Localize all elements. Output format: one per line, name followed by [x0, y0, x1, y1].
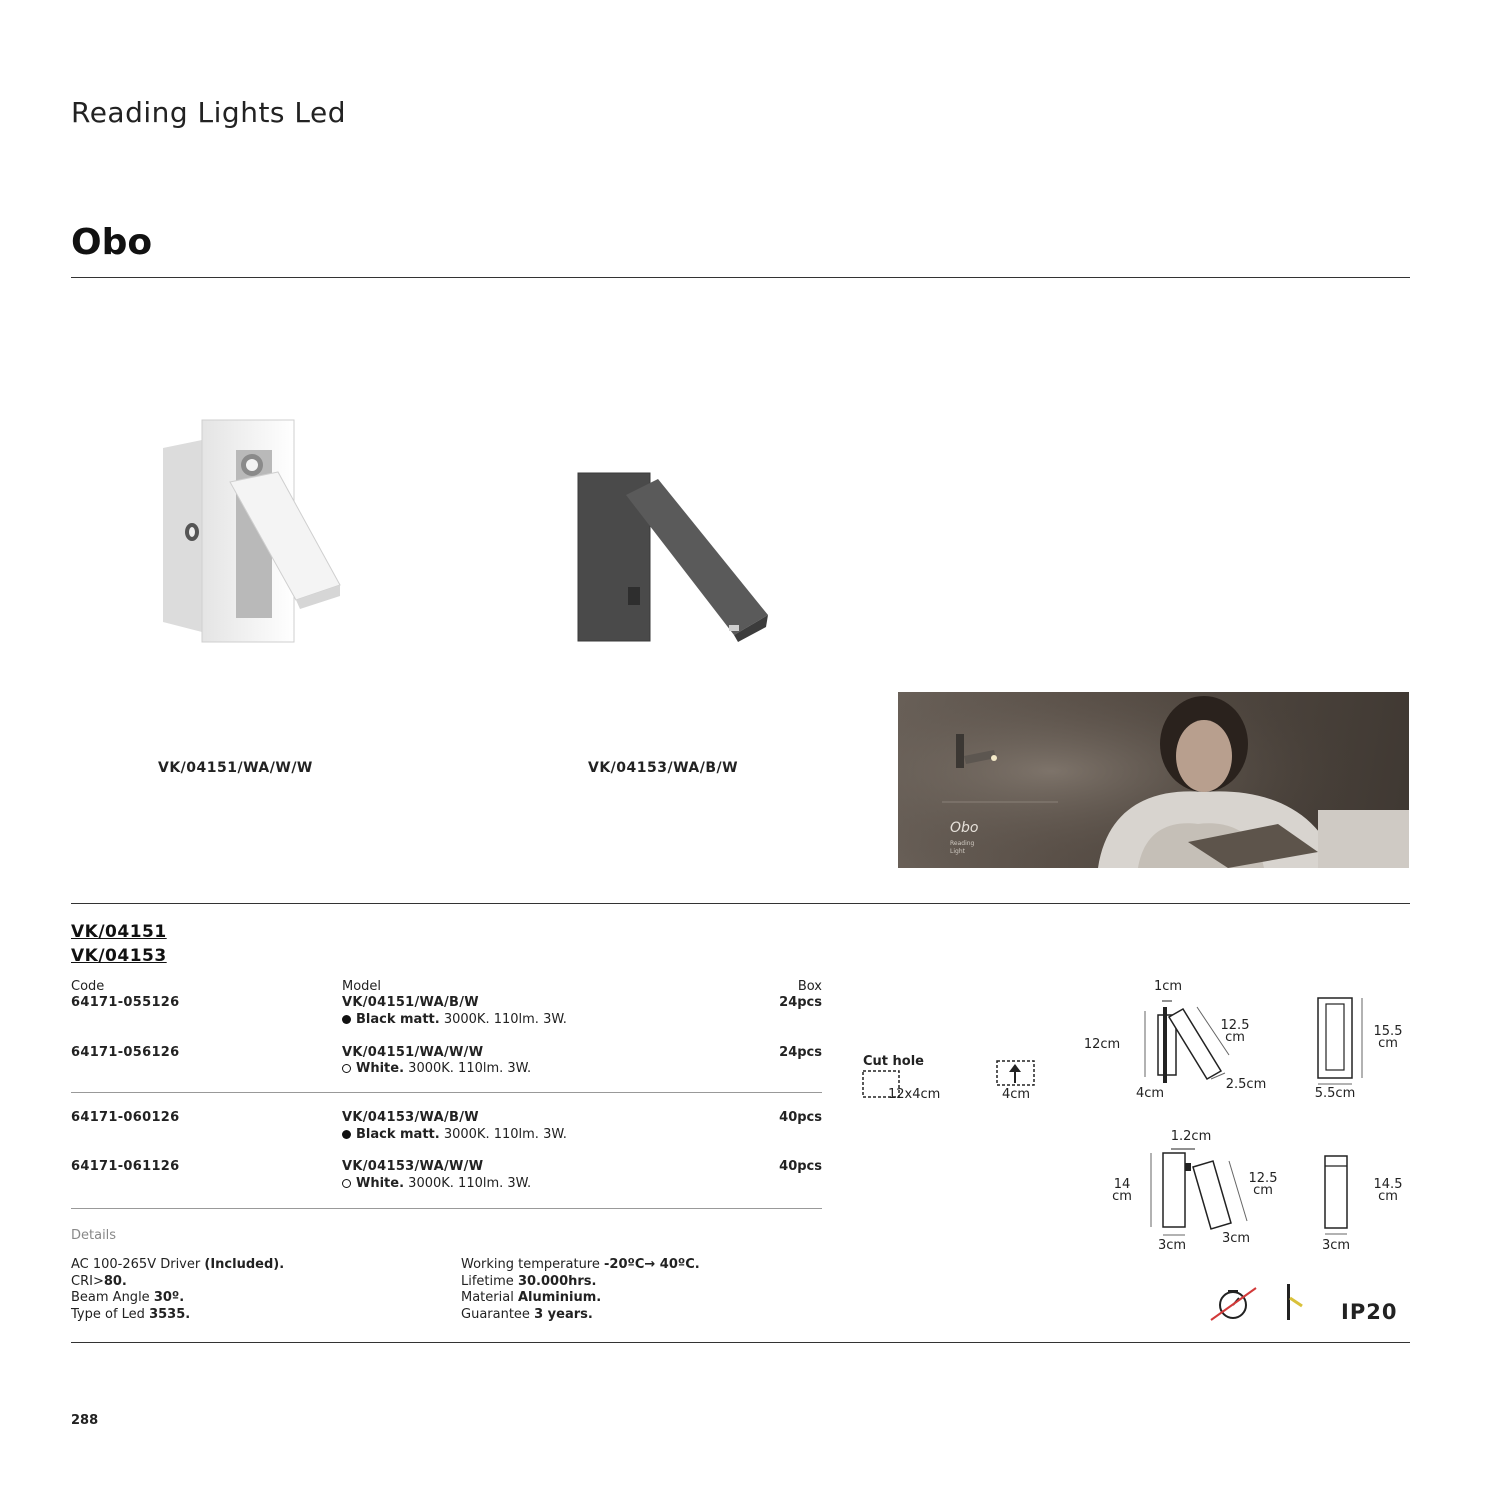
- top-height-dim: 12cm: [1083, 1037, 1121, 1052]
- top-arm-width-dim: 2.5cm: [1225, 1077, 1267, 1092]
- table-row-model: VK/04151/WA/B/W: [342, 995, 479, 1010]
- black-dot-icon: [342, 1130, 351, 1139]
- table-row-box: 24pcs: [779, 995, 822, 1010]
- header-code: Code: [71, 979, 105, 994]
- footer-divider: [71, 1342, 1410, 1343]
- table-row-box: 40pcs: [779, 1110, 822, 1125]
- reference-2: VK/04153: [71, 946, 167, 966]
- table-row-box: 24pcs: [779, 1045, 822, 1060]
- bottom-height-dim: 14 cm: [1112, 1177, 1132, 1204]
- table-row-desc: White. 3000K. 110lm. 3W.: [342, 1061, 531, 1076]
- details-left: AC 100-265V Driver (Included). CRI>80. Beam Angle 30º. Type of Led 3535.: [71, 1257, 285, 1322]
- table-row-model: VK/04151/WA/W/W: [342, 1045, 484, 1060]
- header-box: Box: [797, 979, 822, 994]
- table-row-code: 64171-056126: [71, 1045, 180, 1060]
- table-row-model: VK/04153/WA/B/W: [342, 1110, 479, 1125]
- black-lamp-image: [570, 465, 780, 650]
- title-divider: [71, 277, 1410, 278]
- depth-label: 4cm: [1001, 1087, 1031, 1102]
- ip-rating: IP20: [1341, 1300, 1398, 1324]
- bottom-arm-dim: 12.5 cm: [1248, 1171, 1278, 1198]
- table-row-desc: Black matt. 3000K. 110lm. 3W.: [342, 1012, 567, 1027]
- product-title: Obo: [71, 222, 153, 263]
- bottom-head-dim: 1.2cm: [1170, 1129, 1212, 1144]
- top-head-dim: 1cm: [1153, 979, 1183, 994]
- top-arm-dim: 12.5 cm: [1220, 1018, 1250, 1045]
- lifestyle-subcaption-2: Light: [950, 848, 965, 855]
- top-front-width-dim: 5.5cm: [1314, 1086, 1356, 1101]
- table-row-desc: Black matt. 3000K. 110lm. 3W.: [342, 1127, 567, 1142]
- cut-hole-size: 12x4cm: [888, 1087, 941, 1102]
- table-divider: [71, 1092, 822, 1093]
- section-title: Reading Lights Led: [71, 96, 347, 129]
- lifestyle-illustration: [898, 692, 1409, 868]
- table-divider: [71, 1208, 822, 1209]
- table-row-code: 64171-060126: [71, 1110, 180, 1125]
- table-row-box: 40pcs: [779, 1159, 822, 1174]
- top-front-height-dim: 15.5 cm: [1373, 1024, 1403, 1051]
- white-lamp-image: [150, 410, 360, 650]
- details-right: Working temperature -20ºC→ 40ºC. Lifetime 30.000hrs. Material Aluminium. Guarantee 3 years.: [461, 1257, 700, 1322]
- white-dot-icon: [342, 1179, 351, 1188]
- table-row-code: 64171-055126: [71, 995, 180, 1010]
- bottom-lamp-side-drawing: [1145, 1145, 1255, 1240]
- top-width-dim: 4cm: [1135, 1086, 1165, 1101]
- bottom-front-width-dim: 3cm: [1321, 1238, 1351, 1253]
- lifestyle-caption: Obo: [950, 820, 979, 836]
- white-dot-icon: [342, 1064, 351, 1073]
- no-dimmable-icon: [1208, 1284, 1260, 1324]
- header-model: Model: [342, 979, 382, 994]
- bottom-front-height-dim: 14.5 cm: [1373, 1177, 1403, 1204]
- cut-hole-label: Cut hole: [863, 1054, 924, 1069]
- white-model-label: VK/04151/WA/W/W: [158, 760, 313, 776]
- table-row-desc: White. 3000K. 110lm. 3W.: [342, 1176, 531, 1191]
- bottom-arm-width-dim: 3cm: [1221, 1231, 1251, 1246]
- black-model-label: VK/04153/WA/B/W: [588, 760, 739, 776]
- lifestyle-photo: [898, 692, 1409, 868]
- page-number: 288: [71, 1413, 99, 1428]
- bottom-lamp-front-drawing: [1315, 1148, 1365, 1238]
- black-dot-icon: [342, 1015, 351, 1024]
- lifestyle-subcaption-1: Reading: [950, 840, 975, 847]
- section-divider: [71, 903, 1410, 904]
- top-lamp-front-drawing: [1310, 990, 1370, 1090]
- details-label: Details: [71, 1228, 117, 1243]
- depth-arrow-icon: [995, 1059, 1037, 1089]
- table-row-code: 64171-061126: [71, 1159, 180, 1174]
- reference-1: VK/04151: [71, 922, 167, 942]
- wall-light-icon: [1282, 1280, 1312, 1324]
- table-row-model: VK/04153/WA/W/W: [342, 1159, 484, 1174]
- bottom-width-dim: 3cm: [1157, 1238, 1187, 1253]
